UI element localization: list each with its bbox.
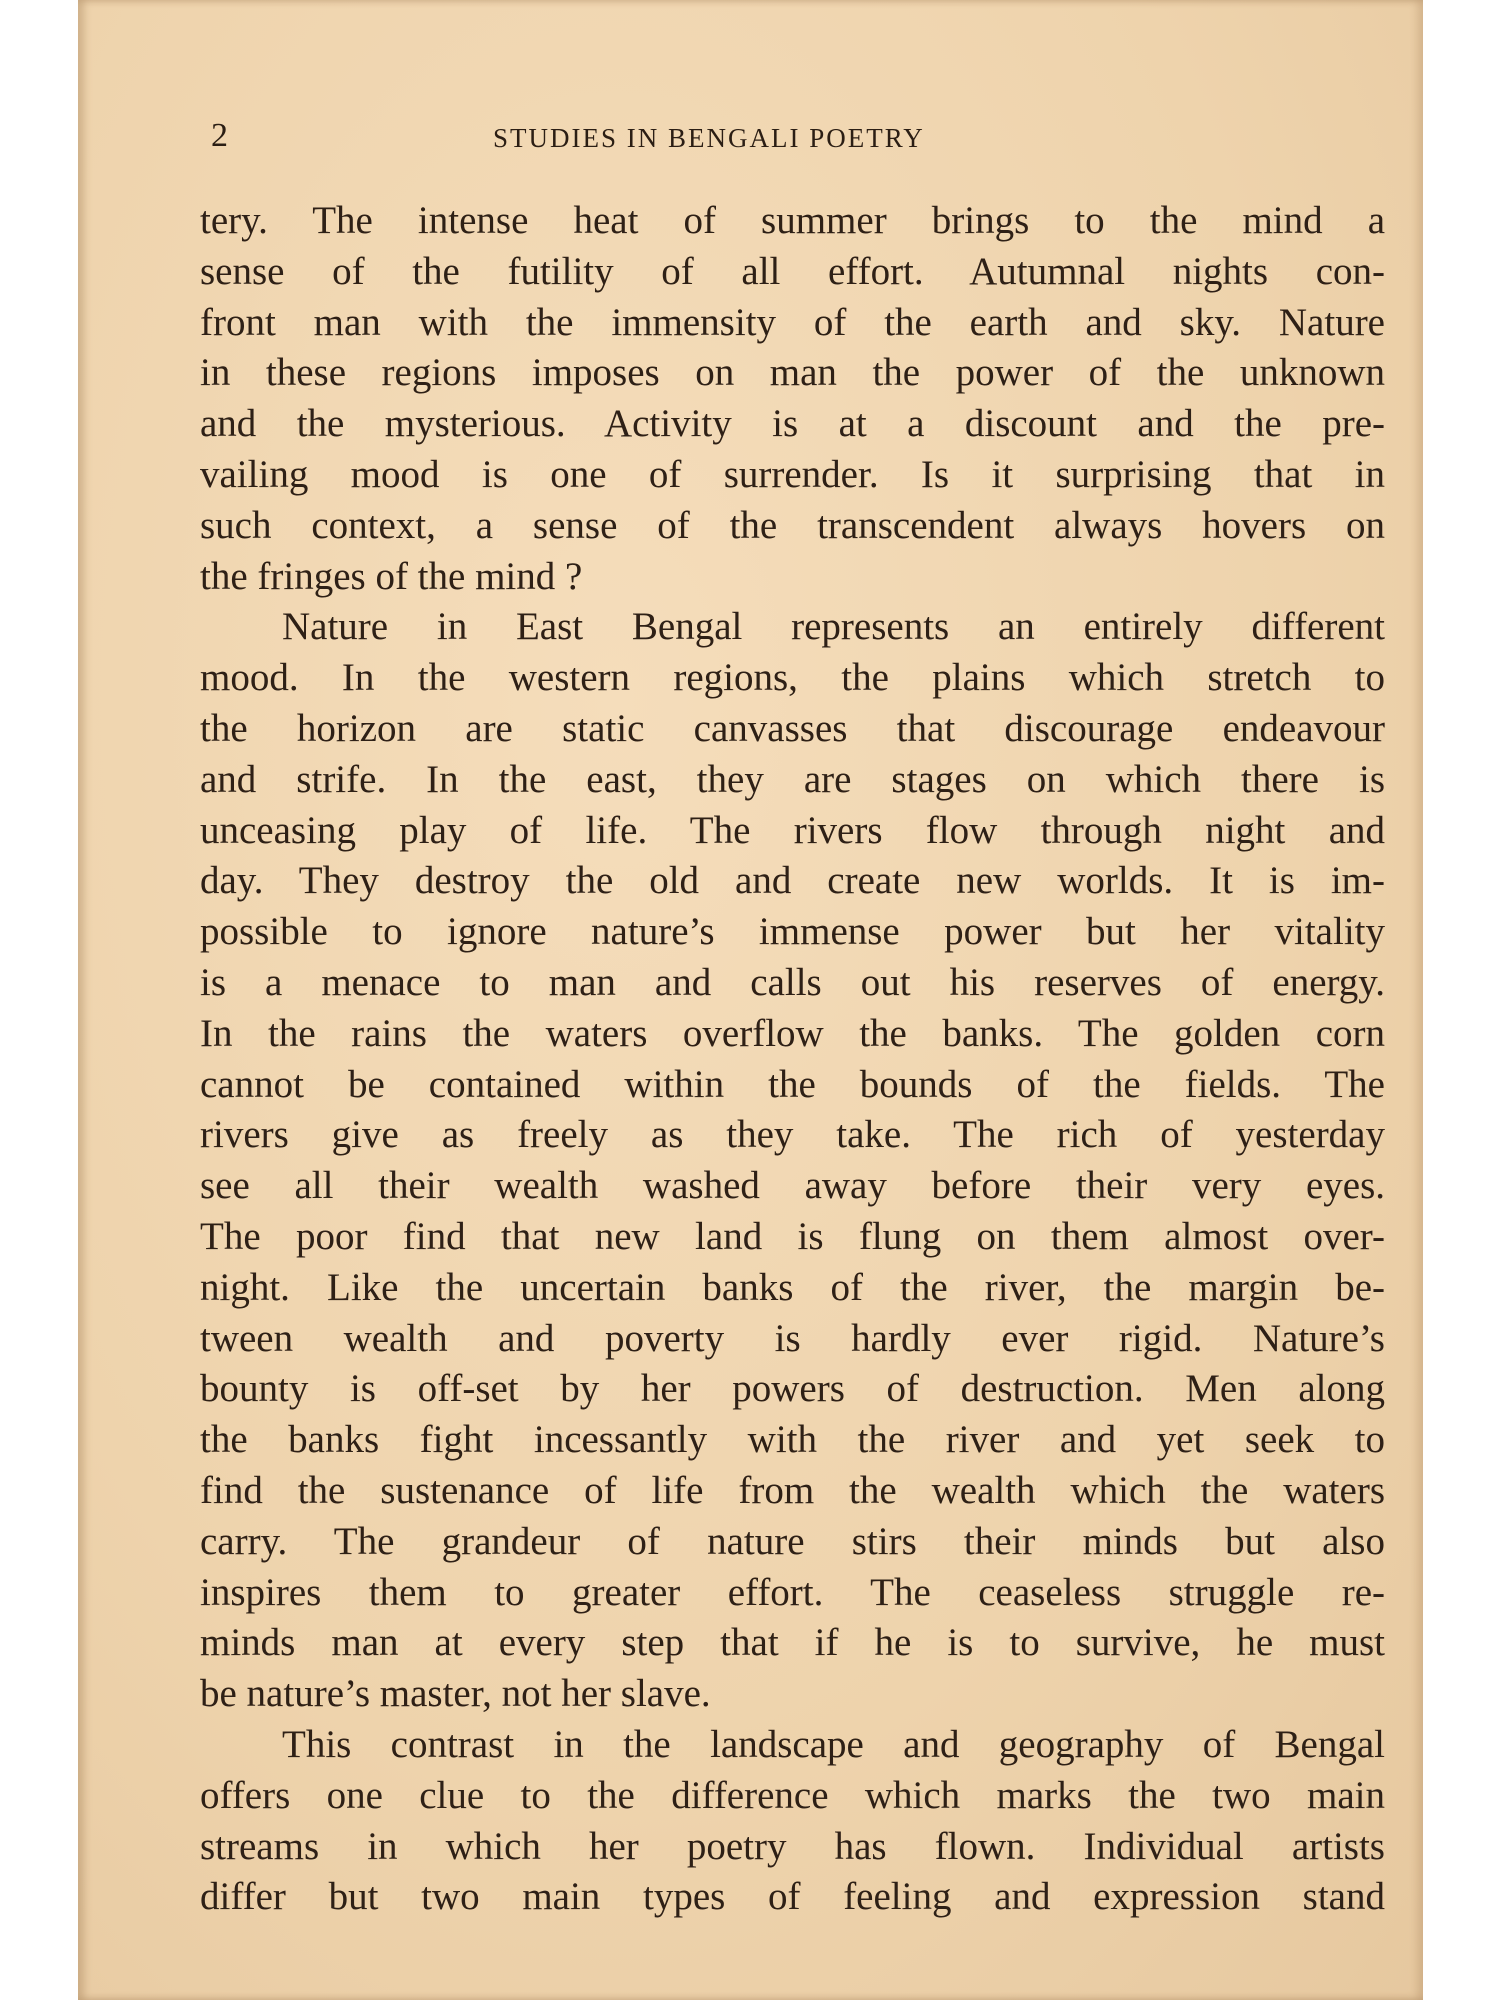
text-line: offers one clue to the difference which marks the two main: [200, 1773, 1385, 1817]
paragraph-3: [200, 1720, 1385, 1923]
text-line: This contrast in the landscape and geography of Bengal: [282, 1722, 1385, 1766]
text-line: night. Like the uncertain banks of the river, the margin be-: [200, 1265, 1385, 1309]
text-line: vailing mood is one of surrender. Is it surprising that in: [200, 452, 1385, 496]
book-page: [78, 0, 1423, 2000]
page-number: 2: [211, 117, 228, 154]
text-line: streams in which her poetry has flown. Individual artists: [200, 1824, 1385, 1868]
text-line: mood. In the western regions, the plains which stretch to: [200, 656, 1385, 700]
text-line: cannot be contained within the bounds of the fields. The: [200, 1062, 1385, 1106]
text-line: be nature’s master, not her slave.: [200, 1672, 711, 1716]
text-line: tween wealth and poverty is hardly ever rigid. Nature’s: [200, 1316, 1385, 1360]
text-line: day. They destroy the old and create new worlds. It is im-: [200, 859, 1385, 903]
page-header: [78, 114, 1423, 158]
text-line: is a menace to man and calls out his reserves of energy.: [200, 960, 1385, 1004]
text-line: unceasing play of life. The rivers flow through night and: [200, 808, 1385, 852]
text-line: sense of the futility of all effort. Autumnal nights con-: [200, 249, 1385, 293]
text-line: bounty is off-set by her powers of destruction. Men along: [200, 1367, 1385, 1411]
text-line: carry. The grandeur of nature stirs their minds but also: [200, 1519, 1385, 1563]
paragraph-2: [200, 602, 1385, 1720]
text-line: The poor find that new land is flung on them almost over-: [200, 1214, 1385, 1258]
text-line: and strife. In the east, they are stages on which there is: [200, 757, 1385, 801]
text-line: differ but two main types of feeling and expression stand: [200, 1875, 1385, 1919]
text-line: find the sustenance of life from the wealth which the waters: [200, 1468, 1385, 1512]
text-line: the fringes of the mind ?: [200, 554, 583, 598]
text-line: possible to ignore nature’s immense power but her vitality: [200, 910, 1385, 954]
text-line: Nature in East Bengal represents an entirely different: [282, 605, 1385, 649]
text-line: tery. The intense heat of summer brings to the mind a: [200, 199, 1385, 242]
text-line: and the mysterious. Activity is at a discount and the pre-: [200, 402, 1385, 446]
text-line: the banks fight incessantly with the river and yet seek to: [200, 1418, 1385, 1462]
text-line: rivers give as freely as they take. The rich of yesterday: [200, 1113, 1385, 1157]
paragraph-1: [200, 196, 1385, 602]
text-line: minds man at every step that if he is to survive, he must: [200, 1621, 1385, 1665]
text-line: In the rains the waters overflow the banks. The golden corn: [200, 1011, 1385, 1055]
text-line: see all their wealth washed away before their very eyes.: [200, 1164, 1385, 1208]
running-head: STUDIES IN BENGALI POETRY: [493, 123, 925, 153]
body-text: [200, 196, 1385, 1923]
text-line: the horizon are static canvasses that discourage endeavour: [200, 706, 1385, 750]
text-line: front man with the immensity of the earth and sky. Nature: [200, 300, 1385, 344]
text-line: inspires them to greater effort. The ceaseless struggle re-: [200, 1570, 1385, 1614]
text-line: in these regions imposes on man the power of the unknown: [200, 351, 1385, 395]
text-line: such context, a sense of the transcendent always hovers on: [200, 503, 1385, 547]
